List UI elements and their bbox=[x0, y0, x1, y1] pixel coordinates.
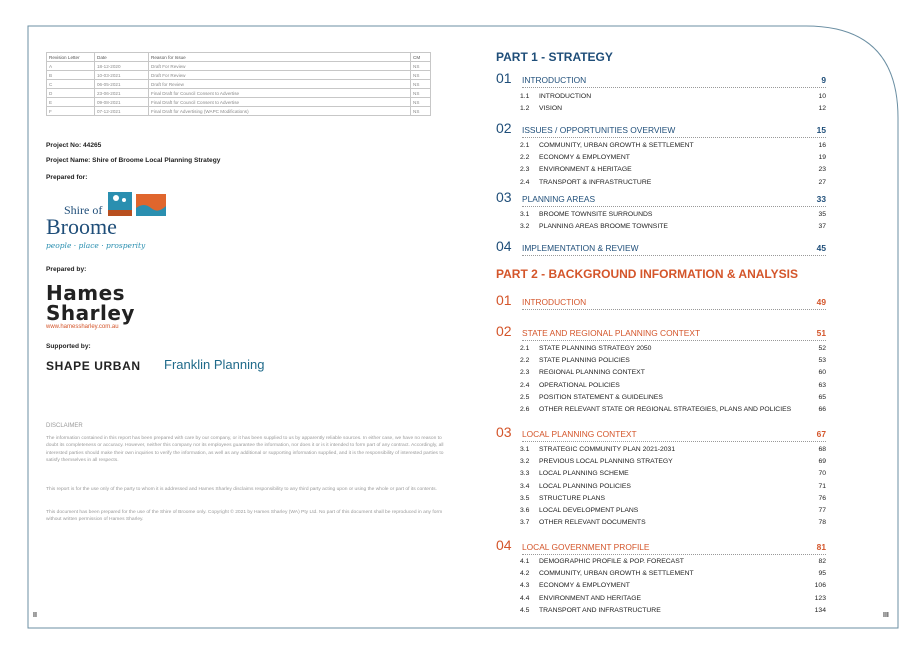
prepared-by-label: Prepared by: bbox=[46, 266, 87, 273]
shape-urban-logo: SHAPE URBAN bbox=[46, 359, 141, 373]
toc-subsection-number: 3.2 bbox=[520, 223, 530, 231]
revision-row bbox=[47, 71, 431, 80]
revision-cell: Final Draft for Council Consent to Advertise bbox=[149, 89, 411, 98]
toc-subsection-row[interactable] bbox=[520, 444, 826, 455]
toc-dotted-leader bbox=[522, 309, 826, 310]
toc-subsection-page: 35 bbox=[818, 211, 826, 218]
toc-subsection-number: 3.5 bbox=[520, 494, 530, 502]
toc-subsection-number: 3.7 bbox=[520, 519, 530, 527]
toc-dotted-leader bbox=[522, 255, 826, 256]
toc-subsection-label: OTHER RELEVANT DOCUMENTS bbox=[539, 519, 646, 527]
toc-section-row[interactable] bbox=[496, 292, 826, 310]
toc-subsection-label: BROOME TOWNSITE SURROUNDS bbox=[539, 211, 653, 218]
toc-subsection-row[interactable] bbox=[520, 380, 826, 391]
toc-subsection-number: 3.4 bbox=[520, 482, 530, 490]
toc-subsection-row[interactable] bbox=[520, 505, 826, 516]
toc-section-page: 9 bbox=[821, 75, 826, 85]
revision-table-body bbox=[47, 62, 431, 116]
toc-dotted-leader bbox=[522, 206, 826, 207]
toc-subsection-page: 123 bbox=[814, 594, 826, 602]
project-name: Project Name: Shire of Broome Local Planning Strategy bbox=[46, 157, 221, 164]
toc-section-page: 45 bbox=[816, 243, 826, 253]
toc-section-label: IMPLEMENTATION & REVIEW bbox=[522, 243, 639, 253]
revision-row bbox=[47, 62, 431, 71]
toc-subsection-row[interactable] bbox=[520, 91, 826, 102]
toc-subsection-page: 71 bbox=[818, 482, 826, 490]
toc-subsection-row[interactable] bbox=[520, 355, 826, 366]
toc-subsection-label: INTRODUCTION bbox=[539, 93, 592, 100]
revision-cell: 06-05-2021 bbox=[95, 80, 149, 89]
revision-cell: B bbox=[47, 71, 95, 80]
toc-subsection-label: OPERATIONAL POLICIES bbox=[539, 381, 620, 389]
toc-subsection-label: STATE PLANNING POLICIES bbox=[539, 357, 630, 365]
toc-subsection-page: 23 bbox=[818, 166, 826, 174]
toc-section-label: INTRODUCTION bbox=[522, 297, 587, 307]
toc-subsection-number: 2.2 bbox=[520, 154, 530, 162]
toc-section-number: 03 bbox=[496, 424, 512, 440]
revision-row bbox=[47, 80, 431, 89]
toc-section-row[interactable] bbox=[496, 120, 826, 138]
revision-table bbox=[46, 52, 431, 116]
toc-dotted-leader bbox=[522, 554, 826, 555]
toc-subsection-label: PLANNING AREAS BROOME TOWNSITE bbox=[539, 223, 668, 231]
revision-cell: 10-03-2021 bbox=[95, 71, 149, 80]
toc-subsection-page: 37 bbox=[818, 223, 826, 231]
toc-subsection-number: 2.1 bbox=[520, 345, 530, 352]
toc-subsection-row[interactable] bbox=[520, 209, 826, 220]
toc-subsection-number: 2.4 bbox=[520, 381, 530, 389]
toc-subsection-page: 134 bbox=[814, 606, 826, 614]
prepared-for-label: Prepared for: bbox=[46, 174, 88, 181]
toc-section-number: 01 bbox=[496, 70, 512, 86]
toc-subsection-page: 12 bbox=[818, 105, 826, 113]
toc-subsection-page: 82 bbox=[818, 558, 826, 565]
revision-cell: Final Draft for Council Consent to Advertise bbox=[149, 98, 411, 107]
revision-row bbox=[47, 98, 431, 107]
revision-header-cm: CM bbox=[411, 53, 431, 62]
toc-section-number: 04 bbox=[496, 537, 512, 553]
revision-header-letter: Revision Letter bbox=[47, 53, 95, 62]
toc-dotted-leader bbox=[522, 340, 826, 341]
toc-subsection-page: 52 bbox=[818, 345, 826, 352]
toc-subsection-page: 78 bbox=[818, 519, 826, 527]
toc-subsection-number: 2.5 bbox=[520, 393, 530, 401]
toc-subsection-number: 4.4 bbox=[520, 594, 530, 602]
revision-cell: Draft For Review bbox=[149, 62, 411, 71]
toc-section-number: 02 bbox=[496, 323, 512, 339]
toc-subsection-label: TRANSPORT AND INFRASTRUCTURE bbox=[539, 606, 661, 614]
broome-logo-tagline: people · place · prosperity bbox=[46, 241, 146, 250]
toc-subsection-page: 63 bbox=[818, 381, 826, 389]
toc-subsection-row[interactable] bbox=[520, 580, 826, 591]
toc-subsection-page: 60 bbox=[818, 369, 826, 377]
right-page-number: III bbox=[883, 612, 889, 619]
toc-subsection-row[interactable] bbox=[520, 404, 826, 415]
toc-section-row[interactable] bbox=[496, 424, 826, 442]
toc-section-label: ISSUES / OPPORTUNITIES OVERVIEW bbox=[522, 125, 676, 135]
toc-section-label: INTRODUCTION bbox=[522, 75, 587, 85]
toc-subsection-label: POSITION STATEMENT & GUIDELINES bbox=[539, 393, 663, 401]
toc-subsection-row[interactable] bbox=[520, 221, 826, 232]
revision-cell: Draft For Review bbox=[149, 71, 411, 80]
toc-section-row[interactable] bbox=[496, 238, 826, 256]
toc-subsection-number: 2.1 bbox=[520, 142, 530, 149]
toc-dotted-leader bbox=[522, 441, 826, 442]
toc-dotted-leader bbox=[522, 137, 826, 138]
toc-subsection-label: STRATEGIC COMMUNITY PLAN 2021-2031 bbox=[539, 446, 676, 453]
hames-sharley-url: www.hamessharley.com.au bbox=[46, 324, 119, 330]
disclaimer-paragraph-3: This document has been prepared for the use of the Shire of Broome only. Copyright © 2021 by Hames Sharley (WA) Pty Ltd. No part of this document shall be reproduced in any form without written permission of Hames Sharley. bbox=[46, 510, 443, 523]
revision-cell: NS bbox=[411, 98, 431, 107]
toc-section-row[interactable] bbox=[496, 323, 826, 341]
toc-subsection-row[interactable] bbox=[520, 177, 826, 188]
toc-subsection-label: LOCAL DEVELOPMENT PLANS bbox=[539, 507, 639, 514]
toc-subsection-row[interactable] bbox=[520, 392, 826, 403]
revision-cell: NS bbox=[411, 89, 431, 98]
toc-subsection-label: ECONOMY & EMPLOYMENT bbox=[539, 154, 630, 162]
toc-section-page: 33 bbox=[816, 194, 826, 204]
toc-subsection-number: 4.3 bbox=[520, 582, 530, 590]
toc-subsection-row[interactable] bbox=[520, 140, 826, 151]
toc-subsection-label: PREVIOUS LOCAL PLANNING STRATEGY bbox=[539, 458, 673, 466]
franklin-planning-logo: Franklin Planning bbox=[164, 357, 265, 372]
toc-section-label: LOCAL PLANNING CONTEXT bbox=[522, 429, 637, 439]
toc-subsection-number: 2.6 bbox=[520, 406, 530, 413]
toc-section-number: 02 bbox=[496, 120, 512, 136]
toc-subsection-label: COMMUNITY, URBAN GROWTH & SETTLEMENT bbox=[539, 142, 694, 149]
toc-subsection-label: ENVIRONMENT & HERITAGE bbox=[539, 166, 632, 174]
toc-subsection-page: 10 bbox=[818, 93, 826, 100]
toc-subsection-number: 2.2 bbox=[520, 357, 530, 365]
toc-subsection-number: 4.2 bbox=[520, 570, 530, 578]
toc-subsection-label: STRUCTURE PLANS bbox=[539, 494, 606, 502]
toc-subsection-row[interactable] bbox=[520, 481, 826, 492]
toc-subsection-number: 3.1 bbox=[520, 211, 530, 218]
toc-subsection-page: 68 bbox=[818, 446, 826, 453]
toc-section-page: 49 bbox=[816, 297, 826, 307]
toc-section-page: 67 bbox=[816, 429, 826, 439]
supported-by-label: Supported by: bbox=[46, 343, 91, 350]
toc-subsection-row[interactable] bbox=[520, 568, 826, 579]
toc-subsection-page: 16 bbox=[818, 142, 826, 149]
toc-subsection-page: 106 bbox=[814, 582, 826, 590]
revision-cell: NS bbox=[411, 62, 431, 71]
revision-cell: 18-12-2020 bbox=[95, 62, 149, 71]
left-page-number: II bbox=[33, 612, 37, 619]
toc-subsection-label: COMMUNITY, URBAN GROWTH & SETTLEMENT bbox=[539, 570, 694, 578]
revision-row bbox=[47, 89, 431, 98]
toc-section-label: PLANNING AREAS bbox=[522, 194, 596, 204]
toc-subsection-page: 53 bbox=[818, 357, 826, 365]
toc-subsection-page: 69 bbox=[818, 458, 826, 466]
revision-table-header bbox=[47, 53, 431, 62]
revision-header-date: Date bbox=[95, 53, 149, 62]
toc-section-page: 15 bbox=[816, 125, 826, 135]
toc-subsection-row[interactable] bbox=[520, 517, 826, 528]
toc-subsection-label: ECONOMY & EMPLOYMENT bbox=[539, 582, 630, 590]
toc-subsection-number: 1.1 bbox=[520, 93, 530, 100]
revision-cell: Draft for Review bbox=[149, 80, 411, 89]
shire-of-broome-logo bbox=[44, 190, 184, 252]
toc-section-row[interactable] bbox=[496, 537, 826, 555]
toc-subsection-number: 3.1 bbox=[520, 446, 530, 453]
toc-subsection-row[interactable] bbox=[520, 152, 826, 163]
toc-subsection-page: 77 bbox=[818, 507, 826, 514]
broome-logo-line2: Broome bbox=[46, 214, 117, 239]
toc-subsection-label: ENVIRONMENT AND HERITAGE bbox=[539, 594, 642, 602]
revision-cell: NS bbox=[411, 107, 431, 116]
revision-cell: Final Draft for Advertising (WAPC Modifications) bbox=[149, 107, 411, 116]
toc-subsection-label: LOCAL PLANNING POLICIES bbox=[539, 482, 631, 490]
revision-cell: 09-08-2021 bbox=[95, 98, 149, 107]
toc-subsection-number: 4.1 bbox=[520, 558, 530, 565]
revision-cell: NS bbox=[411, 80, 431, 89]
part1-title: PART 1 - STRATEGY bbox=[496, 50, 613, 64]
toc-subsection-page: 19 bbox=[818, 154, 826, 162]
toc-subsection-row[interactable] bbox=[520, 164, 826, 175]
toc-section-page: 81 bbox=[816, 542, 826, 552]
toc-subsection-page: 70 bbox=[818, 470, 826, 478]
toc-subsection-row[interactable] bbox=[520, 456, 826, 467]
toc-subsection-number: 4.5 bbox=[520, 606, 530, 614]
revision-cell: E bbox=[47, 98, 95, 107]
toc-subsection-page: 27 bbox=[818, 178, 826, 186]
broome-logo-line1: Shire of bbox=[64, 203, 103, 217]
toc-section-row[interactable] bbox=[496, 70, 826, 88]
toc-subsection-number: 1.2 bbox=[520, 105, 530, 113]
toc-subsection-label: REGIONAL PLANNING CONTEXT bbox=[539, 369, 645, 377]
toc-subsection-row[interactable] bbox=[520, 556, 826, 567]
toc-section-label: STATE AND REGIONAL PLANNING CONTEXT bbox=[522, 328, 701, 338]
disclaimer-title: DISCLAIMER bbox=[46, 423, 83, 429]
toc-subsection-number: 2.4 bbox=[520, 178, 530, 186]
toc-subsection-row[interactable] bbox=[520, 343, 826, 354]
part2-title: PART 2 - BACKGROUND INFORMATION & ANALYSIS bbox=[496, 267, 799, 281]
revision-cell: 23-06-2021 bbox=[95, 89, 149, 98]
project-number: Project No: 44265 bbox=[46, 142, 102, 149]
toc-subsection-label: LOCAL PLANNING SCHEME bbox=[539, 470, 629, 478]
toc-subsection-label: STATE PLANNING STRATEGY 2050 bbox=[539, 345, 652, 352]
toc-section-row[interactable] bbox=[496, 189, 826, 207]
toc-subsection-number: 3.3 bbox=[520, 470, 530, 478]
toc-section-number: 03 bbox=[496, 189, 512, 205]
toc-dotted-leader bbox=[522, 87, 826, 88]
toc-subsection-row[interactable] bbox=[520, 367, 826, 378]
revision-cell: A bbox=[47, 62, 95, 71]
toc-subsection-number: 2.3 bbox=[520, 166, 530, 174]
toc-subsection-label: OTHER RELEVANT STATE OR REGIONAL STRATEGIES, PLANS AND POLICIES bbox=[539, 406, 792, 413]
toc-section-label: LOCAL GOVERNMENT PROFILE bbox=[522, 542, 650, 552]
revision-row bbox=[47, 107, 431, 116]
toc-section-number: 04 bbox=[496, 238, 512, 254]
toc-subsection-label: VISION bbox=[539, 105, 563, 113]
disclaimer-paragraph-2: This report is for the use only of the party to whom it is addressed and Hames Sharley disclaims responsibility to any third party acting upon or using the whole or part of its contents. bbox=[46, 487, 437, 492]
toc-section-number: 01 bbox=[496, 292, 512, 308]
toc-subsection-row[interactable] bbox=[520, 593, 826, 604]
hames-logo-line1: Hames bbox=[46, 282, 126, 305]
toc-subsection-row[interactable] bbox=[520, 468, 826, 479]
disclaimer-paragraph-1: The information contained in this report has been prepared with care by our company, or it has been supplied to us by apparently reliable sources. In either case, we have no reason to doubt its completeness or accuracy. However, neither this company nor its employees guarantee the information, nor does it or is it intended to form part of any contract. Accordingly, all interested parties should make their own inquiries to verify the information, as well as any additional or supporting information supplied, and it is the responsibility of interested parties to satisfy themselves in all respects. bbox=[46, 436, 444, 464]
toc-subsection-label: DEMOGRAPHIC PROFILE & POP. FORECAST bbox=[539, 558, 684, 565]
toc-subsection-page: 66 bbox=[818, 406, 826, 413]
revision-cell: D bbox=[47, 89, 95, 98]
toc-subsection-number: 3.6 bbox=[520, 507, 530, 514]
revision-cell: C bbox=[47, 80, 95, 89]
toc-subsection-number: 3.2 bbox=[520, 458, 530, 466]
toc-subsection-row[interactable] bbox=[520, 103, 826, 114]
revision-cell: F bbox=[47, 107, 95, 116]
hames-sharley-logo bbox=[46, 282, 166, 326]
revision-cell: 07-12-2021 bbox=[95, 107, 149, 116]
toc-subsection-label: TRANSPORT & INFRASTRUCTURE bbox=[539, 178, 652, 186]
toc-subsection-page: 76 bbox=[818, 494, 826, 502]
toc-subsection-page: 95 bbox=[818, 570, 826, 578]
toc-subsection-number: 2.3 bbox=[520, 369, 530, 377]
toc-subsection-row[interactable] bbox=[520, 493, 826, 504]
hames-logo-line2: Sharley bbox=[46, 301, 135, 325]
revision-cell: NS bbox=[411, 71, 431, 80]
toc-subsection-page: 65 bbox=[818, 393, 826, 401]
toc-section-page: 51 bbox=[816, 328, 826, 338]
toc-subsection-row[interactable] bbox=[520, 605, 826, 616]
revision-header-reason: Reason for Issue bbox=[149, 53, 411, 62]
